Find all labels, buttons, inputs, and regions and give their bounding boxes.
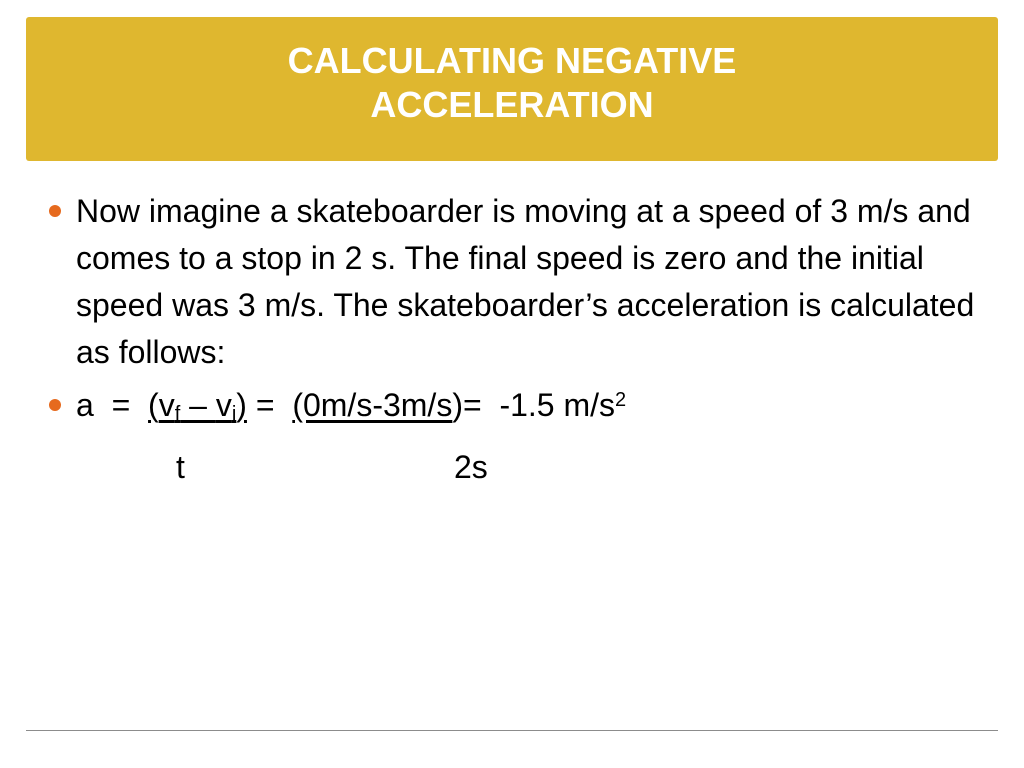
equation-numerator-2: (0m/s-3m/s bbox=[292, 387, 453, 423]
bullet-dot-icon bbox=[49, 205, 61, 217]
bullet-dot-icon bbox=[49, 399, 61, 411]
bullet-item-1 bbox=[46, 188, 986, 376]
numerator-v-initial: v bbox=[215, 387, 232, 423]
equation-lhs: a bbox=[76, 387, 94, 423]
equation-close-paren-2: ) bbox=[452, 387, 463, 423]
equation-result: -1.5 m/s bbox=[499, 387, 616, 423]
bullet-item-2 bbox=[46, 382, 986, 438]
equation-numerator-1 bbox=[148, 387, 247, 423]
equation-equals-2: = bbox=[246, 387, 293, 423]
numerator-minus: – bbox=[180, 387, 216, 423]
denominator-t: t bbox=[176, 449, 185, 485]
equation-equals-3: = bbox=[462, 387, 500, 423]
numerator-close-paren: ) bbox=[236, 387, 247, 423]
equation bbox=[76, 382, 986, 438]
numerator-open-paren: ( bbox=[148, 387, 159, 423]
slide-title-line2: ACCELERATION bbox=[370, 84, 654, 125]
equation-equals-1: = bbox=[93, 387, 149, 423]
bullet-text-1: Now imagine a skateboarder is moving at a speed of 3 m/s and comes to a stop in 2 s. The final speed is zero and the initial speed was 3 m/s. The skateboarder’s acceleration is calculated as follows: bbox=[76, 193, 975, 370]
slide-title bbox=[26, 39, 998, 127]
subscript-i: i bbox=[231, 403, 237, 425]
slide-content bbox=[46, 188, 986, 494]
title-banner bbox=[26, 17, 998, 161]
subscript-f: f bbox=[174, 403, 181, 425]
denominator-2s: 2s bbox=[454, 449, 488, 485]
numerator-v-final: v bbox=[158, 387, 175, 423]
equation-denominators bbox=[46, 444, 986, 494]
result-exponent: 2 bbox=[615, 389, 627, 411]
footer-divider bbox=[26, 730, 998, 731]
slide-title-line1: CALCULATING NEGATIVE bbox=[287, 40, 737, 81]
